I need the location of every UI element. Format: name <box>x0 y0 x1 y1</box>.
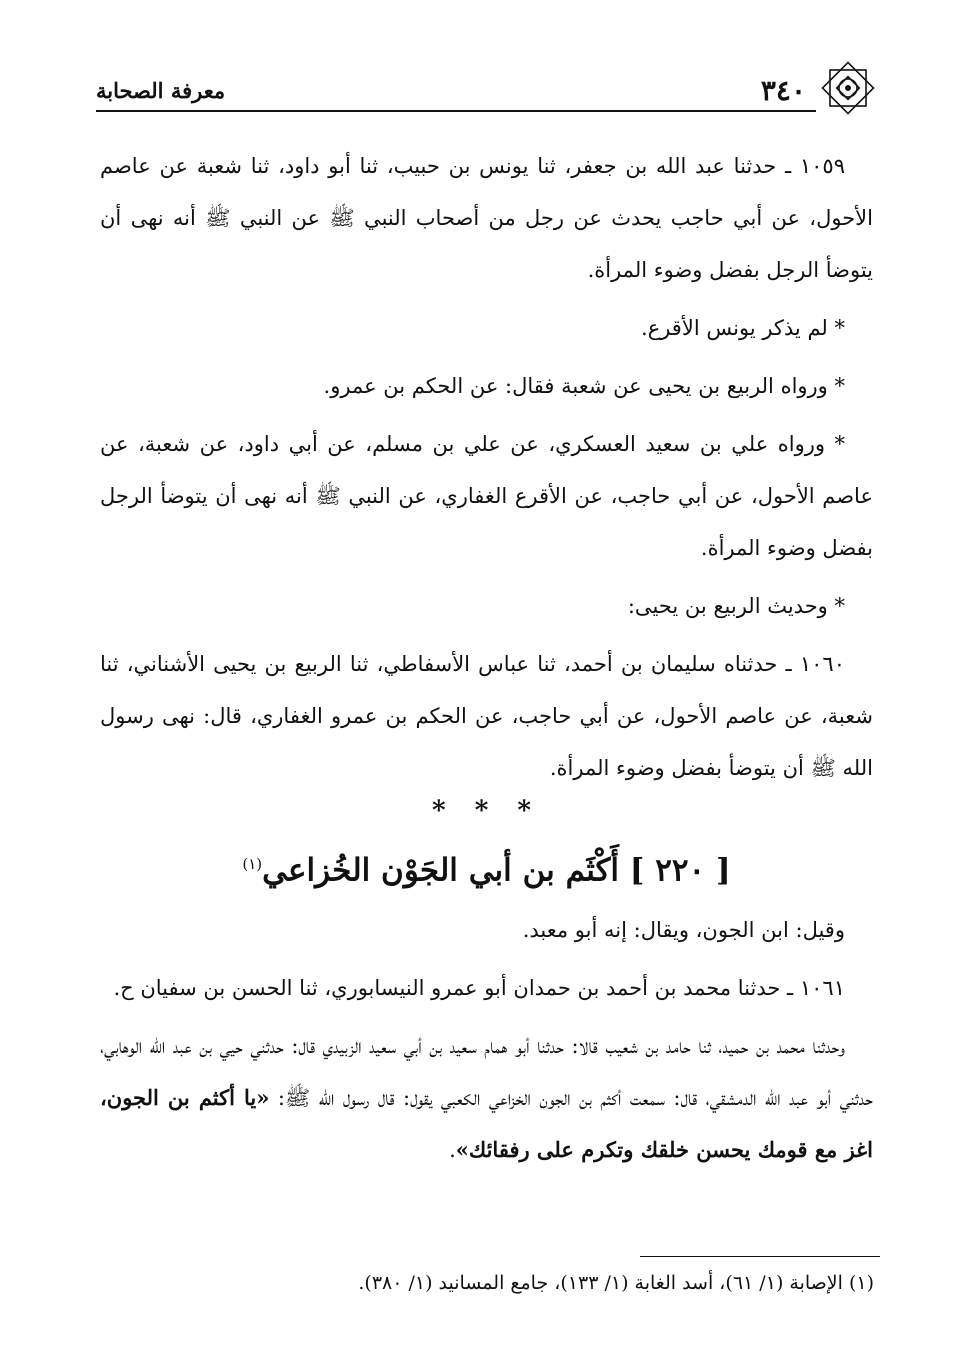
chain-text: وحدثنا محمد بن حميد، ثنا حامد بن شعيب قالا: حدثنا أبو همام سعيد بن أبي سعيد الزبيدي قال: حدثني حيي بن عبد الله الوهابي، حدثني أبو عبد الله الدمشقي، قال: سمعت أكثم بن الجون الخزاعي الكعبي يقول: قال رسول الله ﷺ: <box>100 1034 873 1111</box>
intro-paragraph: وقيل: ابن الجون، ويقال: إنه أبو معبد. <box>522 918 845 943</box>
header-rule <box>96 110 816 112</box>
note-paragraph: * لم يذكر يونس الأقرع. <box>641 316 845 340</box>
running-title: معرفة الصحابة <box>96 78 226 103</box>
chain-paragraph <box>100 1020 873 1176</box>
footnote-ref: (١) <box>242 855 263 873</box>
hadith-1059: ١٠٥٩ ـ حدثنا عبد الله بن جعفر، ثنا يونس بن حبيب، ثنا أبو داود، ثنا شعبة عن عاصم الأحول، عن أبي حاجب يحدث عن رجل من أصحاب النبي ﷺ عن النبي ﷺ أنه نهى أن يتوضأ الرجل بفضل وضوء المرأة. <box>100 154 873 282</box>
page-header <box>96 60 876 116</box>
note-paragraph: * وحديث الربيع بن يحيى: <box>627 594 845 618</box>
footnote: (١) الإصابة (١/ ٦١)، أسد الغابة (١/ ١٣٣)، جامع المسانيد (١/ ٣٨٠). <box>358 1272 874 1294</box>
section-heading-text: [ ٢٢٠ ] أَكْثَم بن أبي الجَوْن الخُزاعي <box>262 852 731 889</box>
section-separator: * * * <box>432 796 541 826</box>
hadith-1060: ١٠٦٠ ـ حدثناه سليمان بن أحمد، ثنا عباس الأسفاطي، ثنا الربيع بن يحيى الأشناني، ثنا شعبة، عن عاصم الأحول، عن أبي حاجب، عن الحكم بن عمرو الغفاري، قال: نهى رسول الله ﷺ أن يتوضأ بفضل وضوء المرأة. <box>100 652 873 780</box>
section-heading <box>100 836 873 898</box>
hadith-matn-bold: «يا أكثم بن الجون، اغز مع قومك يحسن خلقك وتكرم على رفقائك» <box>100 1085 873 1163</box>
chain-end: . <box>449 1138 456 1163</box>
note-paragraph: * ورواه علي بن سعيد العسكري، عن علي بن مسلم، عن أبي داود، عن شعبة، عن عاصم الأحول، عن أبي حاجب، عن الأقرع الغفاري، عن النبي ﷺ أنه نهى أن يتوضأ الرجل بفضل وضوء المرأة. <box>100 432 873 560</box>
page-body <box>100 140 873 1176</box>
page-number: ٣٤٠ <box>760 74 806 107</box>
hadith-1061: ١٠٦١ ـ حدثنا محمد بن أحمد بن حمدان أبو عمرو النيسابوري، ثنا الحسن بن سفيان ح. <box>113 976 845 1001</box>
arabesque-star-ornament-icon <box>820 60 876 116</box>
note-paragraph: * ورواه الربيع بن يحيى عن شعبة فقال: عن الحكم بن عمرو. <box>323 374 845 398</box>
footnote-rule <box>640 1256 880 1257</box>
